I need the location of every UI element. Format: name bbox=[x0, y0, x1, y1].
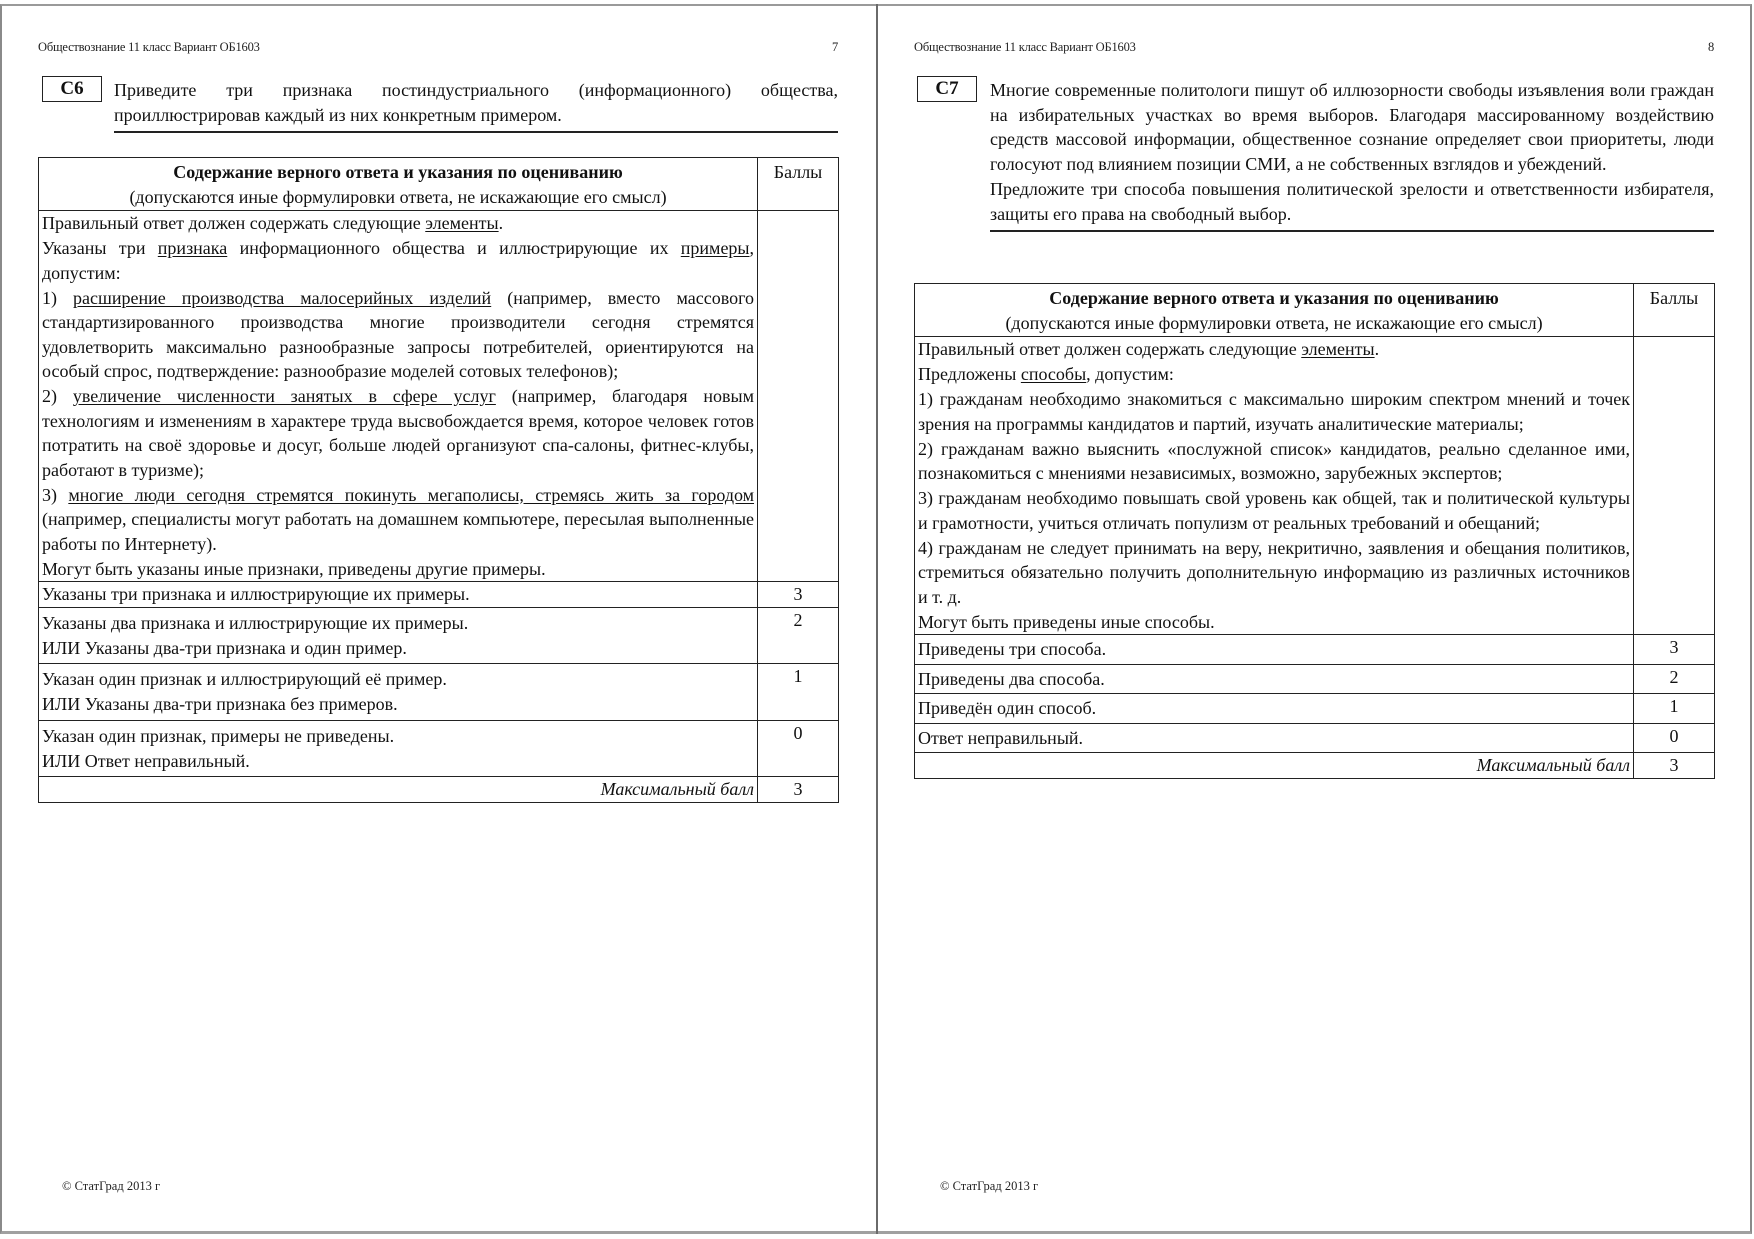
intro-line bbox=[918, 362, 1630, 387]
running-head: Обществознание 11 класс Вариант ОБ1603 bbox=[914, 40, 1136, 54]
item-example: (например, специалисты могут работать на домашнем компьютере, пересылая выполненные работы по Интернету). bbox=[42, 509, 755, 554]
intro-line bbox=[918, 337, 1630, 362]
criteria-row bbox=[39, 664, 839, 721]
answer-item: 1) гражданам необходимо знакомиться с максимально широким спектром мнений и точек зрения на программы кандидатов и партий, изучать аналитические материалы; bbox=[918, 389, 1631, 434]
item-key-phrase: расширение производства малосерийных изделий bbox=[73, 287, 492, 308]
intro-line bbox=[42, 236, 754, 285]
question-paragraph: Предложите три способа повышения политической зрелости и ответственности избирателя, защиты его права на свободный выбор. bbox=[990, 179, 1714, 224]
answer-item bbox=[42, 286, 754, 384]
criteria-row bbox=[39, 582, 839, 608]
max-score-value: 3 bbox=[758, 777, 839, 803]
criteria-text bbox=[915, 664, 1634, 694]
answer-content-row bbox=[39, 211, 839, 582]
criteria-line: Указан один признак и иллюстрирующий её пример. bbox=[42, 669, 447, 689]
criteria-score: 1 bbox=[1634, 694, 1715, 724]
criteria-line: Указаны два признака и иллюстрирующие их примеры. bbox=[42, 612, 469, 633]
empty-score-cell bbox=[758, 211, 839, 582]
copyright-footer: © СтатГрад 2013 г bbox=[940, 1179, 1039, 1193]
text: Правильный ответ должен содержать следующие bbox=[918, 339, 1302, 359]
answer-item: 4) гражданам не следует принимать на веру, некритично, заявления и обещания политиков, стремиться обязательно получить дополнительную информацию из различных источников и т. д. bbox=[918, 537, 1631, 607]
answer-item bbox=[42, 483, 754, 557]
text: Указаны три bbox=[42, 238, 158, 258]
criteria-score: 2 bbox=[758, 607, 839, 664]
criteria-text bbox=[39, 720, 758, 777]
header-title: Содержание верного ответа и указания по оцениванию bbox=[1049, 288, 1499, 308]
intro-line bbox=[42, 211, 754, 236]
score-header: Баллы bbox=[758, 158, 839, 211]
criteria-text bbox=[915, 635, 1634, 665]
answer-content bbox=[39, 211, 758, 582]
task-question bbox=[990, 78, 1714, 232]
underlined-term: элементы bbox=[1301, 339, 1375, 359]
criteria-line: Указаны три признака и иллюстрирующие их примеры. bbox=[42, 584, 470, 604]
page-number: 8 bbox=[1708, 40, 1715, 54]
max-score-label: Максимальный балл bbox=[915, 753, 1634, 779]
item-example: (например, благодаря новым технологиям и изменениям в характере труда высвобождается время, которое человек готов потратить на своё здоровье и досуг, больше людей организуют спа-салоны, фитнес-клубы, работают в туризме); bbox=[42, 386, 755, 480]
item-number: 3) bbox=[42, 484, 69, 505]
item-number: 2) bbox=[42, 386, 73, 406]
running-head: Обществознание 11 класс Вариант ОБ1603 bbox=[38, 40, 260, 54]
text: информационного общества и иллюстрирующие их bbox=[227, 238, 681, 258]
max-score-value: 3 bbox=[1634, 753, 1715, 779]
answer-item bbox=[42, 384, 754, 482]
criteria-text bbox=[39, 582, 758, 608]
page-8 bbox=[878, 0, 1754, 1239]
grading-table bbox=[914, 283, 1715, 779]
criteria-row bbox=[915, 694, 1715, 724]
criteria-line: Ответ неправильный. bbox=[918, 727, 1084, 748]
max-score-row bbox=[915, 753, 1715, 779]
empty-score-cell bbox=[1634, 337, 1715, 635]
text: . bbox=[1374, 339, 1380, 359]
criteria-line: Указан один признак, примеры не приведены. bbox=[42, 725, 395, 746]
question-paragraph: Приведите три признака постиндустриального (информационного) общества, проиллюстрировав каждый из них конкретным примером. bbox=[114, 80, 838, 125]
criteria-row bbox=[39, 720, 839, 777]
content-header bbox=[915, 284, 1634, 337]
criteria-line: ИЛИ Указаны два-три признака без примеров. bbox=[42, 694, 398, 714]
criteria-text bbox=[39, 664, 758, 721]
page-number: 7 bbox=[832, 40, 839, 54]
item-example: (например, вместо массового стандартизированного производства многие производители сегодня стремятся удовлетворить максимально разнообразные запросы потребителей, ориентируются на особый спрос, подтверждение: разнообразие моделей сотовых телефонов); bbox=[42, 287, 755, 381]
closing-note: Могут быть указаны иные признаки, приведены другие примеры. bbox=[42, 558, 546, 579]
criteria-line: ИЛИ Ответ неправильный. bbox=[42, 750, 250, 771]
grading-table bbox=[38, 157, 839, 803]
criteria-row bbox=[915, 635, 1715, 665]
table-header-row bbox=[915, 284, 1715, 337]
header-title: Содержание верного ответа и указания по оцениванию bbox=[173, 162, 623, 182]
content-header bbox=[39, 158, 758, 211]
criteria-text bbox=[915, 723, 1634, 753]
criteria-score: 0 bbox=[758, 720, 839, 777]
criteria-line: Приведены три способа. bbox=[918, 639, 1107, 659]
item-key-phrase: увеличение численности занятых в сфере услуг bbox=[72, 386, 496, 406]
answer-content-row bbox=[915, 337, 1715, 635]
question-paragraph: Многие современные политологи пишут об иллюзорности свободы изъявления воли граждан на избирательных участках во время выборов. Благодаря массированному воздействию средств массовой информации, общественное сознание определяет свои приоритеты, люди голосуют под влиянием позиции СМИ, а не собственных взглядов и убеждений. bbox=[990, 80, 1714, 174]
text: Предложены bbox=[918, 364, 1021, 384]
table-header-row bbox=[39, 158, 839, 211]
header-subtitle: (допускаются иные формулировки ответа, не искажающие его смысл) bbox=[1005, 312, 1543, 333]
criteria-row bbox=[915, 723, 1715, 753]
answer-item: 3) гражданам необходимо повышать свой уровень как общей, так и политической культуры и грамотности, учиться отличать популизм от реальных требований и обещаний; bbox=[918, 488, 1631, 533]
criteria-score: 3 bbox=[1634, 635, 1715, 665]
criteria-line: Приведены два способа. bbox=[918, 668, 1105, 689]
answer-content bbox=[915, 337, 1634, 635]
task-id-badge: С7 bbox=[917, 76, 977, 102]
underlined-term: элементы bbox=[425, 213, 499, 233]
criteria-text bbox=[915, 694, 1634, 724]
item-key-phrase: многие люди сегодня стремятся покинуть мегаполисы, стремясь жить за городом bbox=[68, 484, 755, 505]
text: , допустим: bbox=[42, 238, 755, 283]
text: Правильный ответ должен содержать следующие bbox=[42, 213, 426, 233]
max-score-row bbox=[39, 777, 839, 803]
answer-item: 2) гражданам важно выяснить «послужной список» кандидатов, реально сделанное ими, познакомиться с мнениями независимых, возможно, зарубежных экспертов; bbox=[918, 438, 1631, 483]
text: . bbox=[498, 213, 504, 233]
underlined-term: признака bbox=[157, 238, 228, 258]
criteria-row bbox=[39, 607, 839, 664]
criteria-score: 3 bbox=[758, 582, 839, 608]
page-7 bbox=[0, 0, 876, 1239]
criteria-row bbox=[915, 664, 1715, 694]
closing-note: Могут быть приведены иные способы. bbox=[918, 611, 1215, 632]
criteria-line: ИЛИ Указаны два-три признака и один пример. bbox=[42, 637, 407, 658]
text: , допустим: bbox=[1086, 364, 1174, 384]
criteria-line: Приведён один способ. bbox=[918, 698, 1097, 718]
task-id-badge: С6 bbox=[42, 76, 102, 102]
underlined-term: способы bbox=[1020, 364, 1087, 384]
task-question bbox=[114, 78, 838, 133]
copyright-footer: © СтатГрад 2013 г bbox=[62, 1179, 161, 1193]
max-score-label: Максимальный балл bbox=[39, 777, 758, 803]
criteria-score: 1 bbox=[758, 664, 839, 721]
criteria-score: 0 bbox=[1634, 723, 1715, 753]
header-subtitle: (допускаются иные формулировки ответа, не искажающие его смысл) bbox=[129, 186, 667, 207]
item-number: 1) bbox=[42, 287, 74, 308]
criteria-text bbox=[39, 607, 758, 664]
underlined-term: примеры bbox=[680, 238, 750, 258]
criteria-score: 2 bbox=[1634, 664, 1715, 694]
score-header: Баллы bbox=[1634, 284, 1715, 337]
